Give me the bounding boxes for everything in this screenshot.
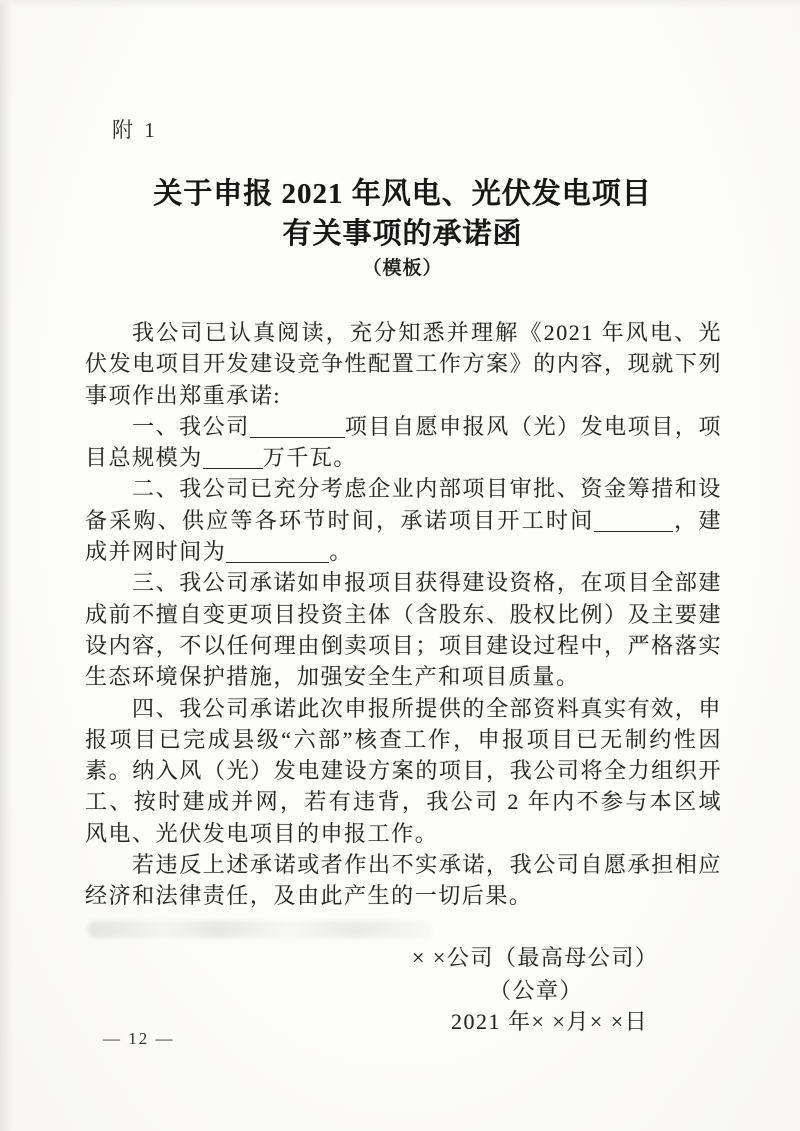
fill-in-blank xyxy=(594,512,673,532)
document-title-line1: 关于申报 2021 年风电、光伏发电项目 xyxy=(153,178,652,210)
scan-edge-shadow-top xyxy=(0,0,800,8)
attachment-label: 附 1 xyxy=(112,118,158,142)
document-title xyxy=(85,174,720,254)
paragraph-text: ，建成并网时间为 xyxy=(85,507,722,565)
template-subtitle: （模板） xyxy=(362,258,443,279)
paragraph-text: 项目自愿申报风（光）发电项目，项目总规模为 xyxy=(85,413,722,471)
paragraph-text: 一、我公司 xyxy=(132,413,250,439)
paragraph xyxy=(85,693,722,849)
paragraph-text: 二、我公司已充分考虑企业内部项目审批、资金筹措和设备采购、供应等各环节时间，承诺项目开工时间 xyxy=(85,476,722,533)
scan-smudge xyxy=(88,921,433,938)
fill-in-blank xyxy=(226,543,329,563)
document-title-line2: 有关事项的承诺函 xyxy=(282,218,523,250)
paragraph-text: 若违反上述承诺或者作出不实承诺，我公司自愿承担相应经济和法律责任，及由此产生的一切后果。 xyxy=(85,852,722,909)
paragraph-text: 三、我公司承诺如申报项目获得建设资格，在项目全部建成前不擅自变更项目投资主体（含股东、股权比例）及主要建设内容，不以任何理由倒卖项目；项目建设过程中，严格落实生态环境保护措施，加强安全生产和项目质量。 xyxy=(85,570,722,690)
paragraph xyxy=(85,473,722,567)
paragraph xyxy=(85,567,722,692)
paragraph xyxy=(85,849,722,912)
paragraph xyxy=(85,411,722,474)
document-body xyxy=(85,317,722,912)
paragraph xyxy=(85,317,722,411)
signature-date: 2021 年× ×月× ×日 xyxy=(451,1009,649,1034)
signature-seal: （公章） xyxy=(489,978,584,1003)
signature-company: × ×公司（最高母公司） xyxy=(412,945,659,970)
fill-in-blank xyxy=(203,449,263,469)
paragraph-text: 万千瓦。 xyxy=(262,445,357,471)
paragraph-text: 四、我公司承诺此次申报所提供的全部资料真实有效，申报项目已完成县级“六部”核查工作，申报项目已无制约性因素。纳入风（光）发电建设方案的项目，我公司将全力组织开工、按时建成并网，若有违背，我公司 2 年内不参与本区域风电、光伏发电项目的申报工作。 xyxy=(85,695,722,846)
scan-edge-shadow xyxy=(0,0,12,1131)
paragraph-text: 我公司已认真阅读，充分知悉并理解《2021 年风电、光伏发电项目开发建设竞争性配置工作方案》的内容，现就下列事项作出郑重承诺: xyxy=(85,320,722,408)
fill-in-blank xyxy=(250,418,345,438)
paragraph-text: 。 xyxy=(329,539,353,565)
page-number: — 12 — xyxy=(103,1029,175,1048)
